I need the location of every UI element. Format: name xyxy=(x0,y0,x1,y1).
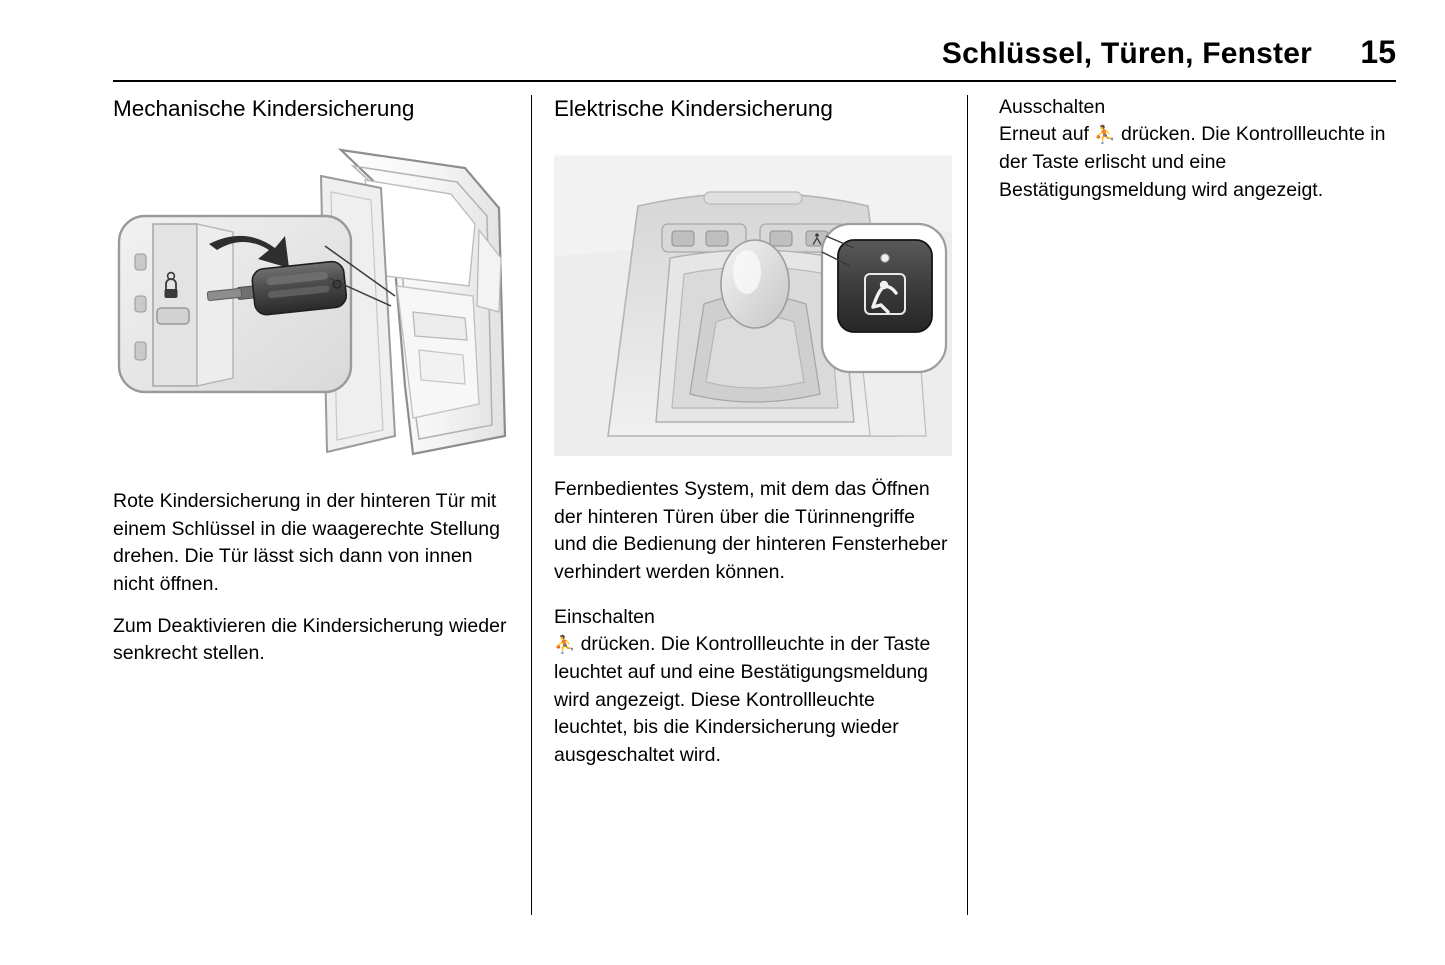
rear-door-child-lock-illustration xyxy=(113,136,511,466)
column-divider-1 xyxy=(531,95,532,915)
child-lock-icon: ⛹ xyxy=(1094,125,1116,146)
paragraph-ausschalten xyxy=(999,121,1397,204)
subsection-title-einschalten: Einschalten xyxy=(554,605,655,628)
page-header xyxy=(113,34,1396,71)
page-number: 15 xyxy=(1360,34,1396,70)
column-right xyxy=(999,95,1397,218)
paragraph-mechanical-2: Zum Deaktivieren die Kindersicherung wieder senkrecht stellen. xyxy=(113,614,507,665)
column-divider-2 xyxy=(967,95,968,915)
paragraph-ausschalten-text: drücken. Die Kontrollleuchte in der Taste erlischt und eine Bestätigungsmeldung wird angezeigt. xyxy=(999,123,1386,201)
paragraph-einschalten xyxy=(554,631,952,769)
column-middle xyxy=(554,95,952,784)
subsection-title-ausschalten: Ausschalten xyxy=(999,96,1106,118)
header-rule xyxy=(113,80,1396,82)
child-lock-icon: ⛹ xyxy=(554,635,576,656)
figure-mechanical-child-lock xyxy=(113,136,511,466)
paragraph-electric-1: Fernbedientes System, mit dem das Öffnen der hinteren Türen über die Türinnengriffe und die Bedienung der hinteren Fensterheber verhindert werden können. xyxy=(554,478,948,584)
column-left xyxy=(113,95,511,682)
figure-electric-child-lock xyxy=(554,136,952,456)
section-title-mechanical: Mechanische Kindersicherung xyxy=(113,96,415,121)
page-title: Schlüssel, Türen, Fenster xyxy=(941,37,1312,70)
paragraph-mechanical-1: Rote Kindersicherung in der hinteren Tür mit einem Schlüssel in die waagerechte Stellung drehen. Die Tür lässt sich dann von innen nicht öffnen. xyxy=(113,490,500,596)
paragraph-ausschalten-prefix: Erneut auf xyxy=(999,123,1095,146)
section-title-electric: Elektrische Kindersicherung xyxy=(554,96,833,121)
paragraph-einschalten-text: drücken. Die Kontrollleuchte in der Taste leuchtet auf und eine Bestätigungsmeldung wird angezeigt. Diese Kontrollleuchte leuchtet, bis die Kindersicherung wieder ausgeschaltet wird. xyxy=(554,633,931,766)
center-console-child-lock-button-illustration xyxy=(554,136,952,456)
